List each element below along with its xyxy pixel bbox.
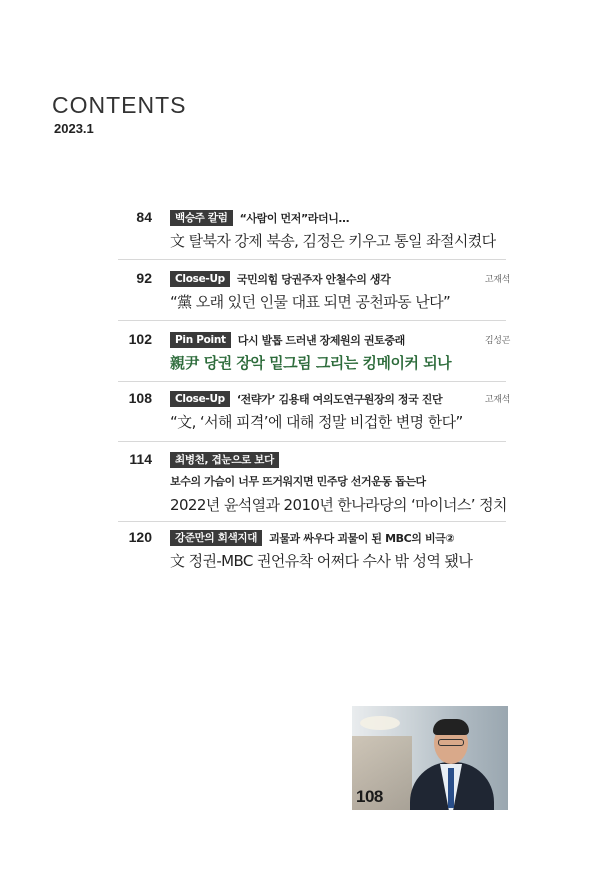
person-glasses — [438, 739, 464, 746]
page-number: 114 — [129, 451, 152, 467]
column-badge: Close-Up — [170, 271, 230, 287]
divider — [118, 521, 506, 522]
entry-kicker: “사람이 먼저”라더니… — [239, 212, 350, 225]
entry-kicker: 국민의힘 당권주자 안철수의 생각 — [236, 273, 391, 286]
author-name: 고재석 — [484, 275, 510, 285]
entry-kicker-line — [170, 331, 405, 349]
person-tie — [448, 768, 454, 808]
entry-kicker: 괴물과 싸우다 괴물이 된 MBC의 비극② — [269, 532, 455, 545]
author-name: 김성곤 — [484, 336, 510, 346]
entry-kicker: 다시 발톱 드러낸 장제원의 권토중래 — [237, 334, 405, 347]
column-badge: 최병천, 겹눈으로 보다 — [170, 452, 279, 468]
divider — [118, 259, 506, 260]
column-badge: Pin Point — [170, 332, 231, 348]
contents-title: CONTENTS — [52, 92, 187, 118]
entry-kicker-line — [170, 451, 286, 469]
page-number: 102 — [128, 331, 152, 347]
photo-lamp — [360, 716, 400, 730]
column-badge: Close-Up — [170, 391, 230, 407]
entry-headline: “黨 오래 있던 인물 대표 되면 공천파동 난다” — [170, 293, 451, 311]
page-number: 92 — [136, 270, 152, 286]
entry-headline: “文, ‘서해 피격’에 대해 정말 비겁한 변명 한다” — [170, 413, 463, 431]
divider — [118, 441, 506, 442]
column-badge: 백승주 칼럼 — [170, 210, 233, 226]
photo-page-number: 108 — [356, 787, 383, 806]
page-number: 108 — [128, 390, 152, 406]
author-name: 고재석 — [484, 395, 510, 405]
entry-kicker-line — [170, 270, 390, 288]
issue-date: 2023.1 — [54, 121, 94, 136]
entry-headline: 2022년 윤석열과 2010년 한나라당의 ‘마이너스’ 정치 — [170, 496, 507, 514]
entry-kicker-line — [170, 529, 454, 547]
page-number: 84 — [136, 209, 152, 225]
entry-kicker: ‘전략가’ 김용태 여의도연구원장의 정국 진단 — [236, 393, 443, 406]
entry-kicker-line — [170, 209, 349, 227]
entry-subtitle: 보수의 가슴이 너무 뜨거워지면 민주당 선거운동 돕는다 — [170, 475, 426, 488]
column-badge: 강준만의 회색지대 — [170, 530, 262, 546]
person-hair — [433, 719, 469, 735]
entry-headline: 文 정권-MBC 권언유착 어쩌다 수사 밖 성역 됐나 — [170, 552, 473, 570]
divider — [118, 320, 506, 321]
page-number: 120 — [128, 529, 152, 545]
entry-headline: 親尹 당권 장악 밑그림 그리는 킹메이커 되나 — [170, 354, 452, 372]
divider — [118, 381, 506, 382]
entry-headline: 文 탈북자 강제 북송, 김정은 키우고 통일 좌절시켰다 — [170, 232, 496, 250]
entry-kicker-line — [170, 390, 442, 408]
featured-photo[interactable] — [352, 706, 508, 810]
